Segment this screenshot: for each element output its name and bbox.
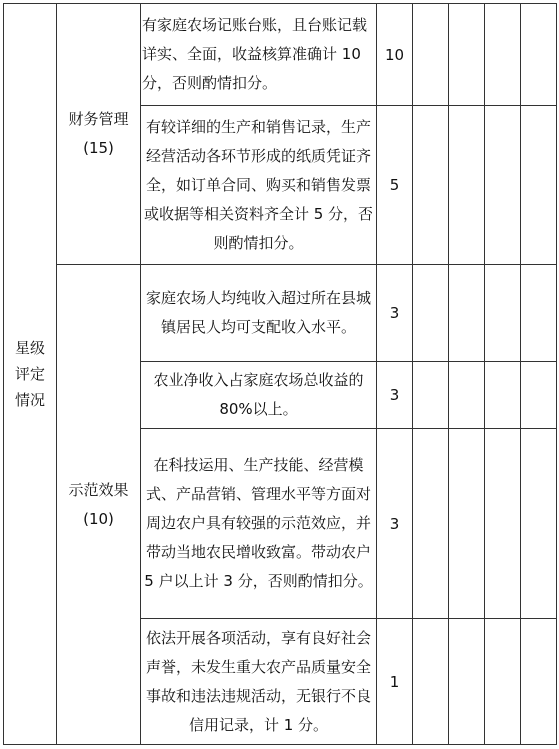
criterion-text: 在科技运用、生产技能、经营模式、产品营销、管理水平等方面对周边农户具有较强的示范效应，并带动当地农民增收致富。带动农户 5 户以上计 3 分，否则酌情扣分。 — [141, 429, 377, 619]
blank-cell — [413, 265, 449, 362]
scoring-table — [3, 3, 557, 745]
blank-cell — [449, 362, 485, 429]
criterion-text: 依法开展各项活动，享有良好社会声誉，未发生重大农产品质量安全事故和违法违规活动，无银行不良信用记录，计 1 分。 — [141, 619, 377, 745]
score-cell: 3 — [377, 362, 413, 429]
blank-cell — [449, 265, 485, 362]
score-cell: 1 — [377, 619, 413, 745]
score-cell: 10 — [377, 4, 413, 106]
blank-cell — [485, 429, 521, 619]
criterion-text: 家庭农场人均纯收入超过所在县城镇居民人均可支配收入水平。 — [141, 265, 377, 362]
blank-cell — [485, 362, 521, 429]
score-cell: 3 — [377, 265, 413, 362]
blank-cell — [449, 4, 485, 106]
group-label-demo: 示范效果 (10) — [68, 480, 129, 528]
group-cell-finance — [57, 4, 141, 265]
criterion-text: 有较详细的生产和销售记录，生产经营活动各环节形成的纸质凭证齐全，如订单合同、购买和销售发票或收据等相关资料齐全计 5 分，否则酌情扣分。 — [141, 106, 377, 265]
blank-cell — [413, 429, 449, 619]
blank-cell — [449, 429, 485, 619]
table-row — [4, 265, 557, 362]
blank-cell — [521, 106, 557, 265]
blank-cell — [521, 619, 557, 745]
blank-cell — [449, 619, 485, 745]
blank-cell — [521, 429, 557, 619]
group-cell-demo — [57, 265, 141, 745]
criterion-text: 农业净收入占家庭农场总收益的 80%以上。 — [141, 362, 377, 429]
score-cell: 3 — [377, 429, 413, 619]
blank-cell — [485, 4, 521, 106]
blank-cell — [449, 106, 485, 265]
blank-cell — [521, 4, 557, 106]
blank-cell — [413, 106, 449, 265]
blank-cell — [413, 362, 449, 429]
blank-cell — [521, 265, 557, 362]
category-label: 星级 评定 情况 — [14, 339, 45, 409]
score-cell: 5 — [377, 106, 413, 265]
blank-cell — [413, 619, 449, 745]
group-label-finance: 财务管理 (15) — [68, 110, 129, 157]
blank-cell — [485, 265, 521, 362]
blank-cell — [485, 106, 521, 265]
blank-cell — [521, 362, 557, 429]
blank-cell — [485, 619, 521, 745]
blank-cell — [413, 4, 449, 106]
table-row — [4, 4, 557, 106]
criterion-text: 有家庭农场记账台账，且台账记载详实、全面，收益核算准确计 10 分，否则酌情扣分。 — [141, 4, 377, 106]
category-cell — [4, 4, 57, 745]
